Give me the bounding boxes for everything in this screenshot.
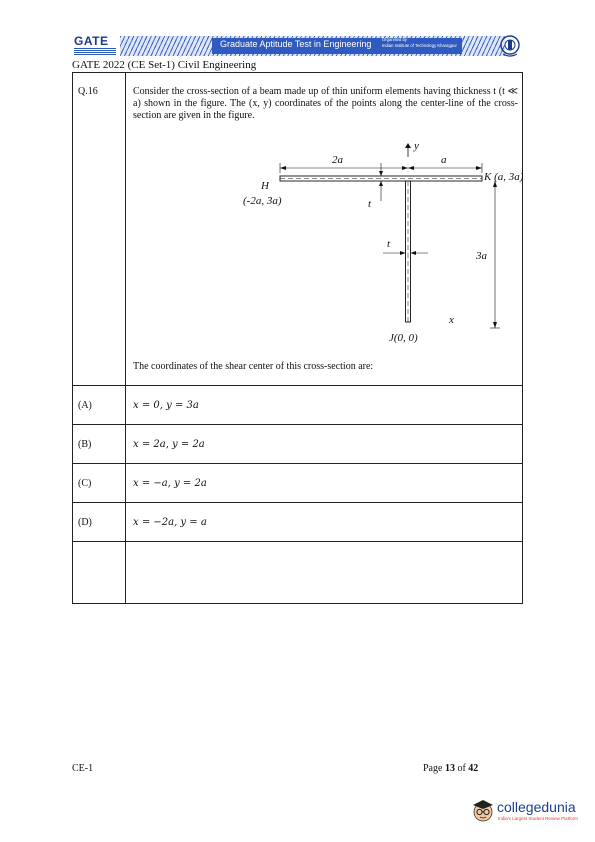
web: [406, 181, 411, 322]
point-h-label: H: [261, 180, 269, 192]
option-row-d[interactable]: [73, 502, 522, 541]
gate-logo: [72, 34, 120, 58]
footer-paper-code: CE-1: [72, 763, 94, 774]
option-label-d: (D): [78, 517, 92, 528]
option-label-a: (A): [78, 400, 92, 411]
option-row-b[interactable]: [73, 424, 522, 463]
header-banner: [120, 36, 505, 56]
blank-row: [73, 541, 522, 603]
option-row-a[interactable]: [73, 385, 522, 424]
point-j-label: J(0, 0): [389, 332, 418, 343]
collegedunia-brand: collegedunia: [497, 799, 576, 815]
question-row: [73, 73, 522, 385]
question-table: [72, 72, 523, 604]
option-value-c: x = −a, y = 2a: [133, 478, 207, 489]
question-number-cell: [73, 73, 126, 385]
point-k-label: K (a, 3a): [484, 171, 524, 183]
header-title: Graduate Aptitude Test in Engineering: [220, 39, 372, 49]
student-mascot-icon: [470, 797, 496, 823]
beam-cross-section-figure: [233, 133, 533, 343]
y-axis-label: y: [414, 140, 419, 152]
question-prompt: The coordinates of the shear center of this cross-section are:: [133, 361, 374, 372]
y-axis-arrowhead: [405, 143, 411, 148]
point-h-coords: (-2a, 3a): [243, 195, 282, 207]
collegedunia-tagline: India's Largest Student Review Platform: [498, 816, 578, 821]
option-label-b: (B): [78, 439, 92, 450]
gate-logo-lines: [74, 48, 116, 56]
web-thickness-label: t: [387, 238, 391, 250]
question-number: Q.16: [78, 86, 98, 97]
gate-logo-text: GATE: [74, 34, 109, 48]
header-organiser: Organised by Indian Institute of Technology Kharagpur: [382, 37, 457, 48]
collegedunia-watermark: [470, 795, 590, 831]
dim-label-2a: 2a: [332, 154, 343, 166]
option-row-c[interactable]: [73, 463, 522, 502]
option-value-a: x = 0, y = 3a: [133, 400, 199, 411]
x-axis-label: x: [449, 314, 454, 326]
option-value-b: x = 2a, y = 2a: [133, 439, 205, 450]
dim-label-a: a: [441, 154, 447, 166]
exam-subtitle: GATE 2022 (CE Set-1) Civil Engineering: [72, 59, 257, 71]
page-header: [72, 34, 523, 58]
dim-label-3a: 3a: [476, 250, 487, 262]
footer-page-number: Page 13 of 42: [423, 763, 479, 774]
iit-emblem-icon: [499, 34, 521, 58]
question-text: Consider the cross-section of a beam made up of thin uniform elements having thickness t (t ≪ a) shown in the figure. The (x, y) coordinates of the points along the center-line of the cross-section are given in the figure.: [133, 86, 518, 121]
option-value-d: x = −2a, y = a: [133, 517, 207, 528]
option-label-c: (C): [78, 478, 92, 489]
flange-thickness-label: t: [368, 198, 372, 210]
